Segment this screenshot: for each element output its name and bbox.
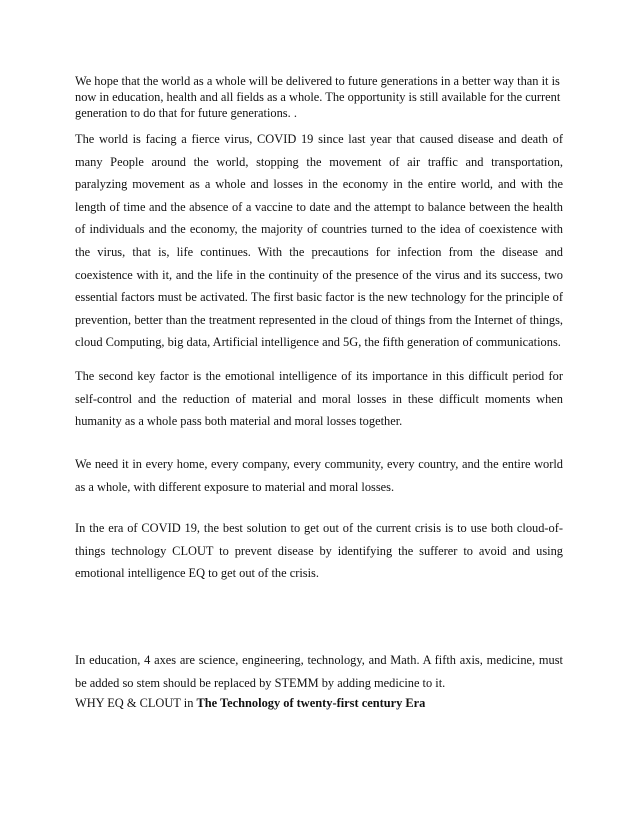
closing-prefix: WHY EQ & CLOUT in: [75, 696, 197, 711]
paragraph-best-solution: In the era of COVID 19, the best solution to get out of the current crisis is to use both cloud-of-things technology CLOUT to prevent disease by identifying the sufferer to avoid and using emotional intelligence EQ to get out of the crisis.: [75, 521, 563, 581]
paragraph-education-stemm: In education, 4 axes are science, engineering, technology, and Math. A fifth axis, medicine, must be added so stem should be replaced by STEMM by adding medicine to it.: [75, 653, 563, 690]
closing-title: The Technology of twenty-first century Era: [196, 696, 426, 711]
closing-line: [75, 694, 563, 712]
closing-section: [75, 649, 563, 712]
paragraph-emotional-intelligence: The second key factor is the emotional intelligence of its importance in this difficult period for self-control and the reduction of material and moral losses in these difficult moments when humanity as a whole pass both material and moral losses together.: [75, 369, 563, 429]
paragraph-covid-overview: The world is facing a fierce virus, COVID 19 since last year that caused disease and death of many People around the world, stopping the movement of air traffic and transportation, paralyzing movement as a whole and losses in the economy in the entire world, and with the length of time and the absence of a vaccine to date and the attempt to balance between the health of individuals and the economy, the majority of countries turned to the idea of coexistence with the virus, that is, life continues. With the precautions for infection from the disease and coexistence with it, and the life in the continuity of the presence of the virus and its success, two essential factors must be activated. The first basic factor is the new technology for the principle of prevention, better than the treatment represented in the cloud of things from the Internet of things, cloud Computing, big data, Artificial intelligence and 5G, the fifth generation of communications.: [75, 132, 563, 350]
intro-paragraph: We hope that the world as a whole will be delivered to future generations in a better way than it is now in education, health and all fields as a whole. The opportunity is still available for the current generation to do that for future generations. .: [75, 74, 561, 120]
paragraph-every-home: We need it in every home, every company, every community, every country, and the entire world as a whole, with different exposure to material and moral losses.: [75, 457, 563, 494]
